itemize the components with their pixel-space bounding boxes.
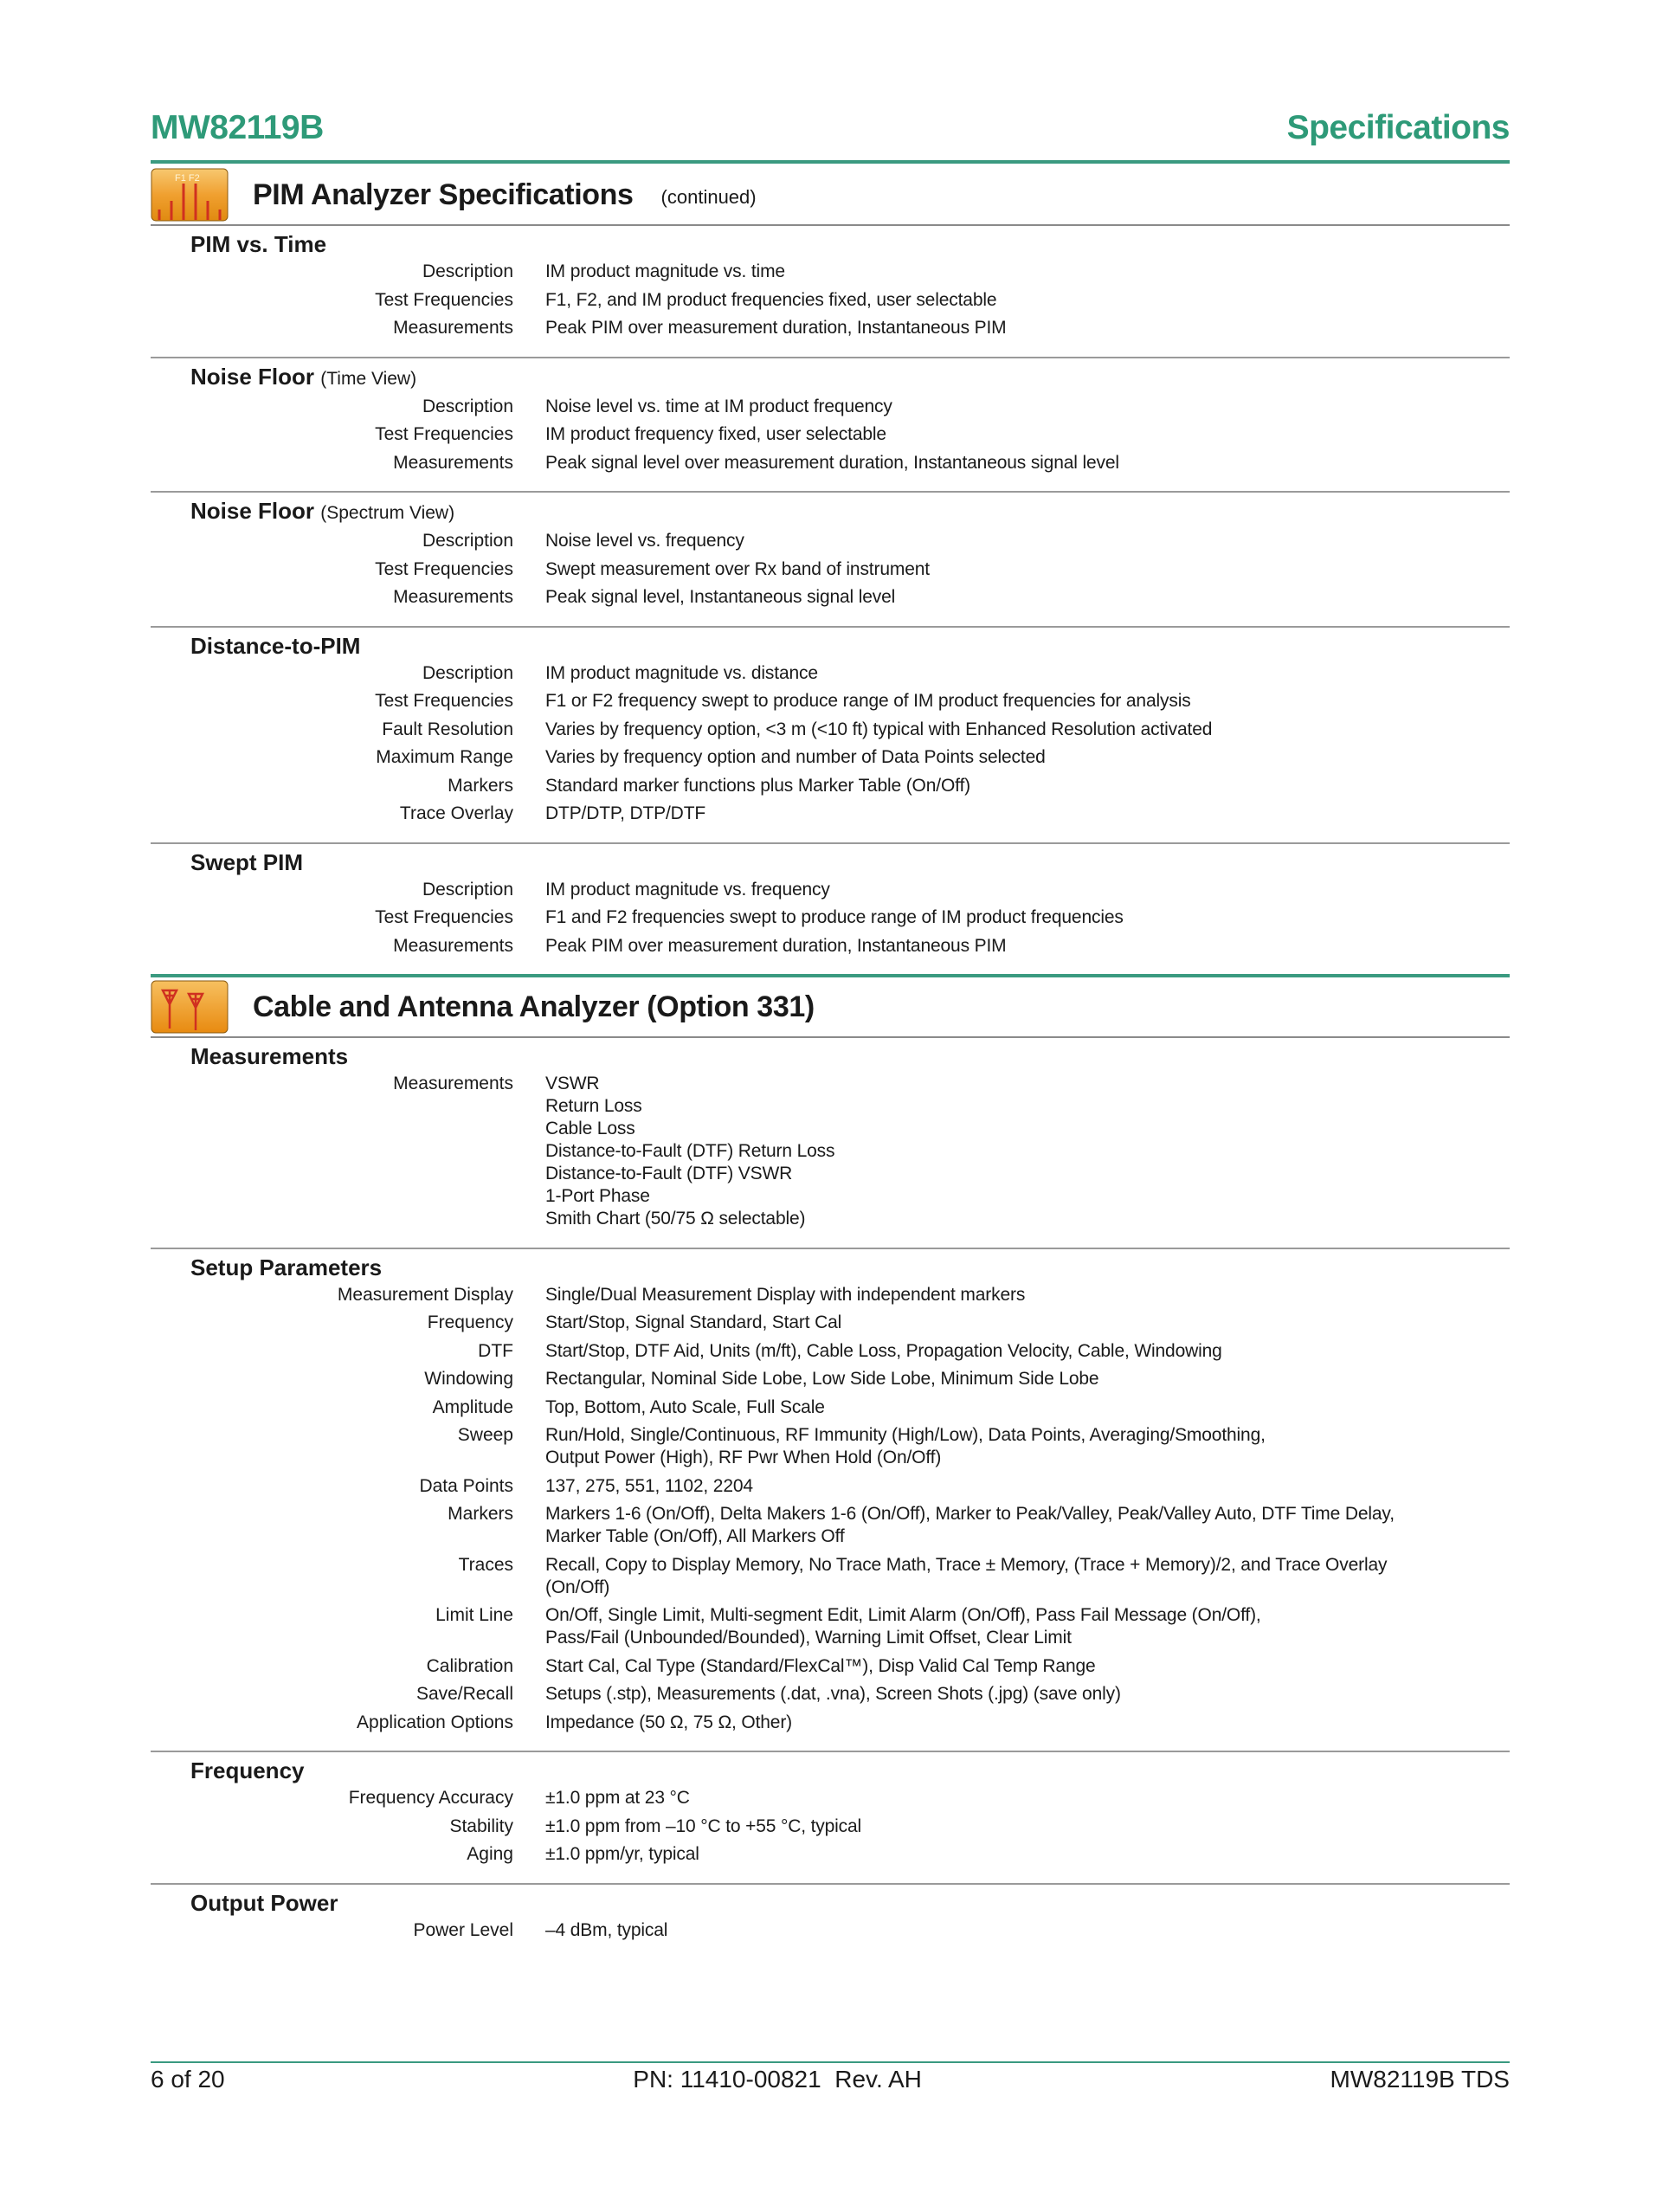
spec-value: ±1.0 ppm from –10 °C to +55 °C, typical	[545, 1815, 862, 1836]
spec-label: Test Frequencies	[375, 289, 513, 310]
spec-group	[151, 1752, 1510, 1885]
group-title	[190, 848, 1510, 876]
spec-row	[151, 800, 1510, 829]
spec-label: Maximum Range	[376, 747, 513, 768]
spec-label: Sweep	[457, 1425, 513, 1446]
spec-label: Measurements	[393, 1074, 513, 1094]
page-footer	[151, 2064, 1510, 2095]
spec-label: Description	[422, 531, 513, 551]
spec-value: Start Cal, Cal Type (Standard/FlexCal™), Disp Valid Cal Temp Range	[545, 1655, 1096, 1676]
spec-value: Start/Stop, Signal Standard, Start Cal	[545, 1312, 842, 1333]
spec-value: Peak PIM over measurement duration, Instantaneous PIM	[545, 318, 1007, 339]
spec-value: VSWR Return Loss Cable Loss Distance-to-Fault (DTF) Return Loss Distance-to-Fault (DTF) VSWR 1-Port Phase Smith Chart (50/75 Ω selectable)	[545, 1074, 835, 1229]
spec-row	[151, 584, 1510, 612]
spec-label: Test Frequencies	[375, 558, 513, 579]
spec-group	[151, 1038, 1510, 1249]
spec-row	[151, 932, 1510, 961]
spec-value: IM product frequency fixed, user selectable	[545, 424, 886, 445]
spec-row	[151, 716, 1510, 745]
spec-row	[151, 1784, 1510, 1813]
spec-row	[151, 287, 1510, 315]
spec-row	[151, 687, 1510, 716]
spec-group	[151, 493, 1510, 628]
group-title-text: PIM vs. Time	[190, 231, 327, 257]
spec-value: Markers 1-6 (On/Off), Delta Makers 1-6 (On/Off), Marker to Peak/Valley, Peak/Valley Auto, DTF Time Delay, Marker Table (On/Off), All Markers Off	[545, 1504, 1395, 1547]
group-title-text: Setup Parameters	[190, 1254, 383, 1280]
group-title-text: Noise Floor	[190, 363, 315, 390]
svg-text:F1 F2: F1 F2	[175, 173, 200, 184]
spec-value: Start/Stop, DTF Aid, Units (m/ft), Cable Loss, Propagation Velocity, Cable, Windowing	[545, 1340, 1222, 1361]
spec-value: IM product magnitude vs. time	[545, 261, 785, 282]
spec-group	[151, 358, 1510, 493]
spec-group	[151, 226, 1510, 358]
section-header	[151, 977, 1510, 1038]
section-title: Cable and Antenna Analyzer (Option 331)	[253, 990, 815, 1023]
antenna-icon	[151, 980, 229, 1034]
spec-label: Measurements	[393, 935, 513, 956]
spec-row	[151, 556, 1510, 584]
spec-label: Fault Resolution	[382, 719, 513, 739]
spec-row	[151, 314, 1510, 343]
spec-label: Measurements	[393, 452, 513, 473]
spec-label: Data Points	[419, 1475, 513, 1496]
spec-row	[151, 1917, 1510, 1945]
spec-label: Test Frequencies	[375, 424, 513, 445]
spec-row	[151, 1500, 1510, 1551]
group-title-text: Output Power	[190, 1889, 338, 1916]
spec-label: Aging	[467, 1844, 513, 1865]
spec-value: F1, F2, and IM product frequencies fixed, user selectable	[545, 289, 997, 310]
group-title	[190, 1042, 1510, 1070]
part-number: PN: 11410-00821 Rev. AH	[633, 2066, 922, 2093]
spec-row	[151, 876, 1510, 905]
spec-value: Rectangular, Nominal Side Lobe, Low Side Lobe, Minimum Side Lobe	[545, 1369, 1099, 1390]
spec-value: IM product magnitude vs. distance	[545, 662, 818, 683]
group-subtitle: (Spectrum View)	[320, 503, 455, 523]
spec-value: Impedance (50 Ω, 75 Ω, Other)	[545, 1712, 793, 1732]
spec-label: Test Frequencies	[375, 691, 513, 712]
spec-row	[151, 1653, 1510, 1681]
group-title	[190, 230, 1510, 258]
spec-label: Frequency Accuracy	[348, 1788, 513, 1809]
page-header	[151, 102, 1510, 154]
spec-label: Measurement Display	[337, 1284, 513, 1305]
document-name: MW82119B TDS	[1330, 2066, 1510, 2093]
group-title	[190, 1757, 1510, 1784]
spec-value: Recall, Copy to Display Memory, No Trace Math, Trace ± Memory, (Trace + Memory)/2, and Trace Overlay (On/Off)	[545, 1554, 1388, 1597]
spec-label: Description	[422, 879, 513, 900]
spec-value: Varies by frequency option, <3 m (<10 ft) typical with Enhanced Resolution activated	[545, 719, 1213, 739]
section-header	[151, 165, 1510, 226]
spec-row	[151, 1680, 1510, 1709]
spec-row	[151, 1422, 1510, 1473]
spec-row	[151, 258, 1510, 287]
spec-row	[151, 744, 1510, 772]
spec-value: –4 dBm, typical	[545, 1919, 668, 1940]
spec-value: Single/Dual Measurement Display with independent markers	[545, 1284, 1026, 1305]
spec-row	[151, 1365, 1510, 1394]
product-name: MW82119B	[151, 109, 324, 146]
spec-value: Peak PIM over measurement duration, Instantaneous PIM	[545, 935, 1007, 956]
section-title: PIM Analyzer Specifications	[253, 177, 634, 211]
spec-value: F1 or F2 frequency swept to produce range of IM product frequencies for analysis	[545, 691, 1191, 712]
spec-label: Traces	[458, 1554, 513, 1575]
spec-row	[151, 660, 1510, 688]
spec-label: Calibration	[426, 1655, 513, 1676]
spec-value: Noise level vs. time at IM product frequency	[545, 396, 892, 416]
spec-value: Varies by frequency option and number of Data Points selected	[545, 747, 1046, 768]
group-title	[190, 632, 1510, 660]
group-title-text: Distance-to-PIM	[190, 632, 361, 659]
group-subtitle: (Time View)	[320, 368, 417, 389]
spec-value: Peak signal level, Instantaneous signal level	[545, 587, 896, 608]
group-title-text: Swept PIM	[190, 848, 304, 875]
group-title	[190, 363, 1510, 393]
spec-label: Application Options	[357, 1712, 513, 1732]
group-title	[190, 497, 1510, 527]
page-number: 6 of 20	[151, 2066, 225, 2093]
spec-label: Power Level	[413, 1919, 513, 1940]
spec-row	[151, 393, 1510, 422]
spec-label: Frequency	[427, 1312, 513, 1333]
group-title-text: Frequency	[190, 1757, 305, 1783]
spec-value: Noise level vs. frequency	[545, 531, 744, 551]
spec-label: Measurements	[393, 587, 513, 608]
spec-content	[151, 165, 1510, 1958]
section-name: Specifications	[1286, 109, 1510, 146]
spec-value: ±1.0 ppm/yr, typical	[545, 1844, 699, 1865]
spec-value: Swept measurement over Rx band of instrument	[545, 558, 930, 579]
spec-label: Test Frequencies	[375, 907, 513, 928]
spec-value: Top, Bottom, Auto Scale, Full Scale	[545, 1396, 825, 1417]
spec-row	[151, 527, 1510, 556]
spec-value: Run/Hold, Single/Continuous, RF Immunity (High/Low), Data Points, Averaging/Smoothing, Output Power (High), RF Pwr When Hold (On/Off)	[545, 1425, 1266, 1468]
spec-row	[151, 1602, 1510, 1653]
spec-label: Markers	[448, 775, 513, 796]
group-title-text: Measurements	[190, 1043, 349, 1069]
spec-row	[151, 1551, 1510, 1603]
spec-row	[151, 1473, 1510, 1501]
spec-group	[151, 628, 1510, 844]
spec-label: Measurements	[393, 318, 513, 339]
spec-row	[151, 1841, 1510, 1869]
spec-value: 137, 275, 551, 1102, 2204	[545, 1475, 753, 1496]
spec-row	[151, 421, 1510, 449]
footer-rule	[151, 2061, 1510, 2063]
spec-value: DTP/DTP, DTP/DTF	[545, 803, 706, 824]
spec-row	[151, 1813, 1510, 1841]
spec-label: Limit Line	[435, 1605, 513, 1626]
spec-label: Windowing	[424, 1369, 513, 1390]
group-title-text: Noise Floor	[190, 498, 315, 524]
spec-group	[151, 1249, 1510, 1753]
spec-value: Setups (.stp), Measurements (.dat, .vna), Screen Shots (.jpg) (save only)	[545, 1684, 1121, 1705]
continued-label: (continued)	[660, 186, 757, 208]
spec-label: Trace Overlay	[399, 803, 513, 824]
spec-label: DTF	[478, 1340, 513, 1361]
spec-label: Amplitude	[432, 1396, 513, 1417]
spec-row	[151, 1070, 1510, 1234]
spec-row	[151, 1394, 1510, 1422]
spec-row	[151, 1338, 1510, 1366]
header-rule	[151, 160, 1510, 164]
spec-value: ±1.0 ppm at 23 °C	[545, 1788, 690, 1809]
spec-value: IM product magnitude vs. frequency	[545, 879, 830, 900]
spec-group	[151, 844, 1510, 975]
pim-spectrum-icon	[151, 168, 229, 222]
spec-label: Markers	[448, 1504, 513, 1525]
spec-value: Peak signal level over measurement duration, Instantaneous signal level	[545, 452, 1119, 473]
group-title	[190, 1254, 1510, 1281]
spec-label: Stability	[449, 1815, 513, 1836]
spec-row	[151, 1709, 1510, 1738]
spec-row	[151, 904, 1510, 932]
spec-row	[151, 772, 1510, 801]
spec-group	[151, 1885, 1510, 1959]
spec-row	[151, 1309, 1510, 1338]
spec-row	[151, 1281, 1510, 1310]
spec-row	[151, 449, 1510, 478]
spec-label: Description	[422, 396, 513, 416]
spec-value: On/Off, Single Limit, Multi-segment Edit, Limit Alarm (On/Off), Pass Fail Message (On/Off), Pass/Fail (Unbounded/Bounded), Warning Limit Offset, Clear Limit	[545, 1605, 1261, 1648]
spec-label: Save/Recall	[416, 1684, 513, 1705]
spec-label: Description	[422, 662, 513, 683]
spec-value: F1 and F2 frequencies swept to produce range of IM product frequencies	[545, 907, 1124, 928]
group-title	[190, 1889, 1510, 1917]
spec-value: Standard marker functions plus Marker Table (On/Off)	[545, 775, 970, 796]
spec-label: Description	[422, 261, 513, 282]
